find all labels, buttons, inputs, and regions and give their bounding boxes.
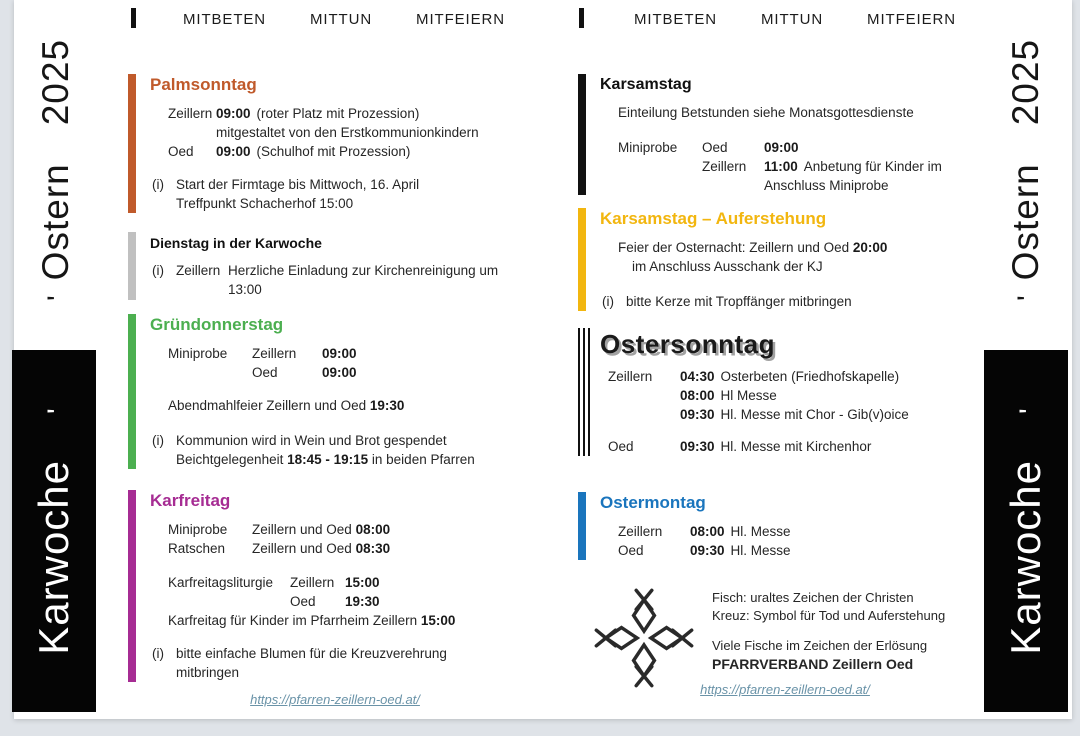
info-note: (i) Kommunion wird in Wein und Brot gespendet Beichtgelegenheit 18:45 - 19:15 in beiden Pfarren [152, 433, 475, 467]
schedule-row: Oed 09:30 Hl. Messe [618, 543, 791, 558]
section-karsamstag [578, 74, 992, 195]
abendmahl-line: Abendmahlfeier Zeillern und Oed 19:30 [168, 398, 405, 413]
info-note: (i) bitte Kerze mit Tropffänger mitbringen [602, 294, 852, 309]
tick-mark: ' [1012, 294, 1045, 302]
section-color-bar [128, 314, 136, 469]
section-palmsonntag [128, 74, 542, 213]
fish-line: Kreuz: Symbol für Tod und Auferstehung [712, 608, 946, 623]
tick-mark: ' [42, 294, 75, 302]
parish-website-link[interactable]: https://pfarren-zeillern-oed.at/ [250, 692, 420, 707]
header-item-mittun: MITTUN [310, 11, 373, 28]
year-text: 2025 [35, 38, 76, 126]
section-color-bar [128, 74, 136, 213]
left-season-label [14, 10, 98, 330]
header-item-mitfeiern: MITFEIERN [867, 11, 956, 28]
info-marker: (i) [152, 646, 164, 661]
miniprobe-block: Miniprobe Oed 09:00 Zeillern 11:00 Anbetung für Kinder im Anschluss Miniprobe [618, 140, 942, 193]
info-marker: (i) [152, 177, 164, 192]
left-column-header [183, 11, 505, 28]
section-color-bar [578, 492, 586, 560]
info-note: (i) Start der Firmtage bis Mittwoch, 16. April Treffpunkt Schacherhof 15:00 [152, 177, 420, 211]
section-title: Ostersonntag [600, 329, 776, 359]
schedule-row: Zeillern 09:00 (roter Platz mit Prozession) [168, 106, 420, 121]
info-marker: (i) [152, 433, 164, 448]
zeillern-block: Zeillern 04:30 Osterbeten (Friedhofskapelle) 08:00 Hl Messe 09:30 Hl. Messe mit Chor - Gib(v)oice [608, 369, 909, 422]
schedule-row: Miniprobe Zeillern und Oed 08:00 [168, 522, 391, 537]
fish-block [592, 583, 945, 693]
parish-name: PFARRVERBAND Zeillern Oed [712, 656, 914, 672]
section-title: Dienstag in der Karwoche [150, 235, 322, 251]
info-note: (i) bitte einfache Blumen für die Kreuzverehrung mitbringen [152, 646, 447, 680]
info-marker: (i) [602, 294, 614, 309]
tick-mark: ' [42, 407, 75, 414]
schedule-row: Oed 09:00 (Schulhof mit Prozession) [168, 144, 411, 159]
section-auferstehung [578, 208, 992, 311]
schedule-row: Zeillern 08:00 Hl. Messe [618, 524, 791, 539]
header-bar-icon [131, 8, 136, 28]
section-color-bar [128, 490, 136, 682]
section-title: Karsamstag – Auferstehung [600, 209, 827, 228]
miniprobe-block: Miniprobe Zeillern 09:00 Oed 09:00 [168, 346, 357, 380]
left-karwoche-box [12, 350, 96, 712]
section-gruendonnerstag [128, 314, 542, 469]
fish-line: Fisch: uraltes Zeichen der Christen [712, 590, 914, 605]
schedule-row: Ratschen Zeillern und Oed 08:30 [168, 541, 391, 556]
right-karwoche-box [984, 350, 1068, 712]
section-karfreitag [128, 490, 542, 682]
header-bar-icon [579, 8, 584, 28]
kinder-line: Karfreitag für Kinder im Pfarrheim Zeillern 15:00 [168, 613, 456, 628]
schedule-row: mitgestaltet von den Erstkommunionkindern [216, 125, 479, 140]
info-note: (i) Zeillern Herzliche Einladung zur Kirchenreinigung um 13:00 [152, 263, 499, 297]
fish-line: Viele Fische im Zeichen der Erlösung [712, 638, 928, 653]
section-title: Karfreitag [150, 491, 231, 510]
section-dienstag [128, 232, 542, 300]
week-text: Karwoche [30, 459, 77, 655]
season-text: Ostern [1005, 163, 1046, 281]
tick-mark: ' [1014, 407, 1047, 414]
season-text: Ostern [35, 163, 76, 281]
section-title: Gründonnerstag [150, 315, 284, 334]
section-triple-bar [578, 328, 590, 456]
section-ostermontag [578, 492, 992, 560]
right-column-header [634, 11, 956, 28]
section-color-bar [578, 74, 586, 195]
fish-cross-icon [592, 583, 696, 693]
info-marker: (i) [152, 263, 164, 278]
header-item-mitfeiern: MITFEIERN [416, 11, 505, 28]
parish-website-link[interactable]: https://pfarren-zeillern-oed.at/ [700, 682, 870, 697]
right-season-label [984, 10, 1068, 330]
osternacht-line: Feier der Osternacht: Zeillern und Oed 20:00 im Anschluss Ausschank der KJ [618, 240, 888, 274]
week-text: Karwoche [1002, 459, 1049, 655]
header-item-mitbeten: MITBETEN [183, 11, 267, 28]
section-title: Palmsonntag [150, 75, 257, 94]
section-color-bar [128, 232, 136, 300]
header-item-mitbeten: MITBETEN [634, 11, 718, 28]
section-title: Ostermontag [600, 493, 706, 512]
header-item-mittun: MITTUN [761, 11, 824, 28]
oed-block: Oed 09:30 Hl. Messe mit Kirchenhor [608, 439, 872, 454]
section-ostersonntag [578, 328, 992, 456]
section-title: Karsamstag [600, 76, 692, 93]
liturgie-block: Karfreitagsliturgie Zeillern 15:00 Oed 19:30 [168, 575, 380, 609]
year-text: 2025 [1005, 38, 1046, 126]
betstunden-line: Einteilung Betstunden siehe Monatsgottesdienste [618, 105, 914, 120]
section-color-bar [578, 208, 586, 311]
